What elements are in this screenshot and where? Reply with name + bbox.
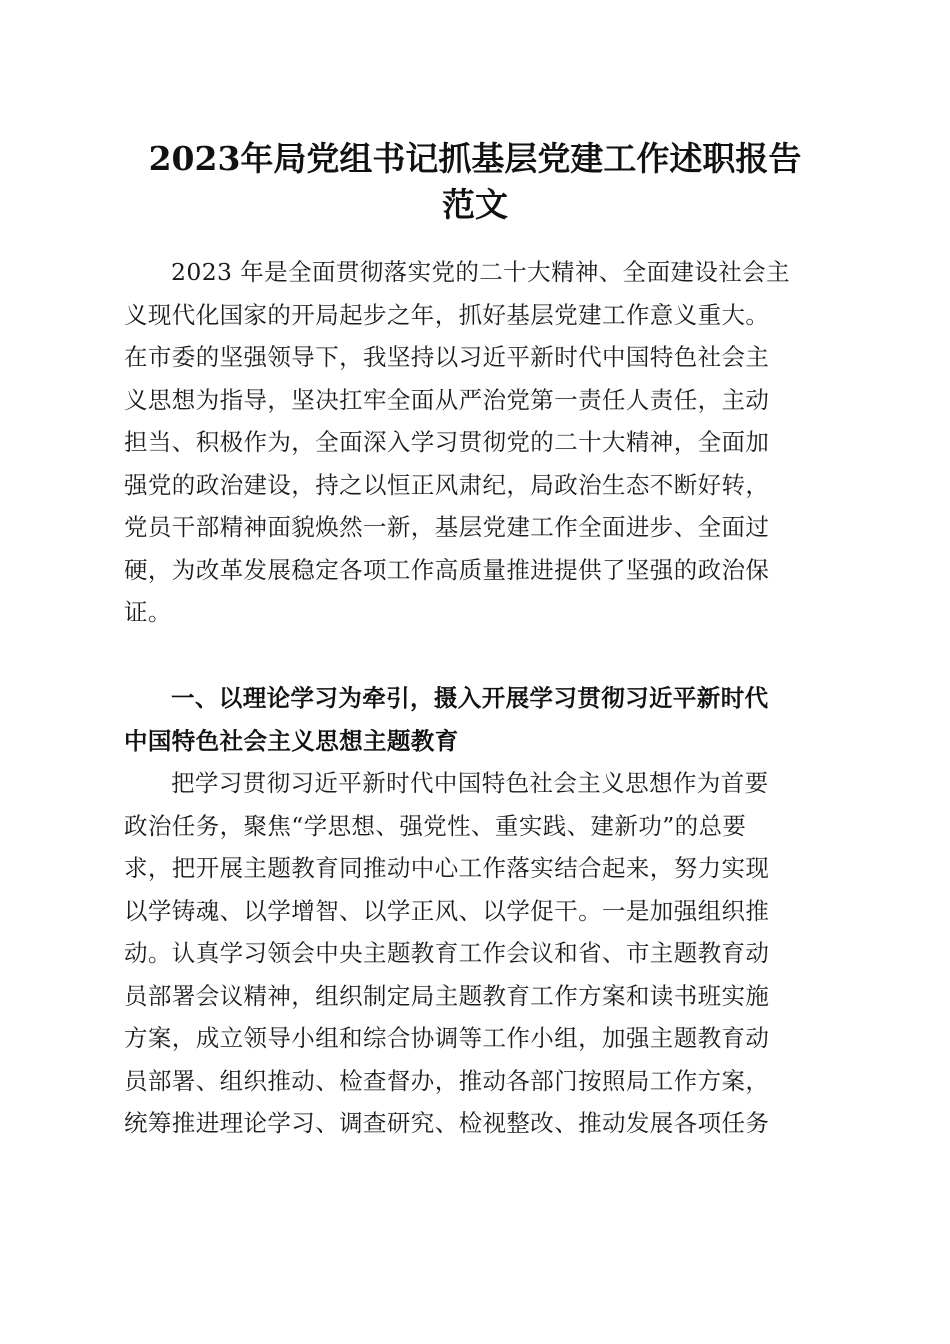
paragraph-line: 以学铸魂、以学增智、以学正风、以学促干。一是加强组织推 — [124, 896, 770, 925]
paragraph-line: 方案，成立领导小组和综合协调等工作小组，加强主题教育动 — [124, 1024, 770, 1052]
title-line-2: 范文 — [442, 185, 508, 224]
section-1-paragraph — [124, 762, 824, 1145]
paragraph-line: 统筹推进理论学习、调查研究、检视整改、推动发展各项任务 — [124, 1109, 770, 1137]
paragraph-line: 把学习贯彻习近平新时代中国特色社会主义思想作为首要 — [171, 769, 769, 797]
paragraph-line: 强党的政治建设，持之以恒正风肃纪，局政治生态不断好转， — [124, 470, 770, 499]
document-title — [120, 136, 830, 228]
paragraph-line: 政治任务，聚焦“学思想、强党性、重实践、建新功”的总要 — [124, 811, 747, 840]
paragraph-line: 2023 年是全面贯彻落实党的二十大精神、全面建设社会主 — [171, 258, 790, 286]
paragraph-line: 动。认真学习领会中央主题教育工作会议和省、市主题教育动 — [124, 939, 770, 967]
title-line-1: 2023年局党组书记抓基层党建工作述职报告 — [148, 139, 802, 178]
heading-line: 中国特色社会主义思想主题教育 — [124, 726, 459, 755]
paragraph-line: 硬，为改革发展稳定各项工作高质量推进提供了坚强的政治保 — [124, 555, 770, 584]
section-heading-1 — [124, 677, 824, 762]
heading-line: 一、以理论学习为牵引，摄入开展学习贯彻习近平新时代 — [171, 684, 769, 712]
paragraph-line: 担当、积极作为，全面深入学习贯彻党的二十大精神，全面加 — [124, 428, 770, 456]
paragraph-line: 员部署、组织推动、检查督办，推动各部门按照局工作方案， — [124, 1066, 770, 1095]
paragraph-line: 在市委的坚强领导下，我坚持以习近平新时代中国特色社会主 — [124, 343, 770, 371]
paragraph-line: 员部署会议精神，组织制定局主题教育工作方案和读书班实施 — [124, 981, 770, 1010]
intro-paragraph — [124, 251, 824, 634]
paragraph-line: 党员干部精神面貌焕然一新，基层党建工作全面进步、全面过 — [124, 513, 770, 541]
paragraph-line: 义现代化国家的开局起步之年，抓好基层党建工作意义重大。 — [124, 300, 770, 329]
paragraph-line: 义思想为指导，坚决扛牢全面从严治党第一责任人责任，主动 — [124, 385, 770, 414]
paragraph-line: 求，把开展主题教育同推动中心工作落实结合起来，努力实现 — [124, 854, 770, 882]
paragraph-line: 证。 — [124, 598, 172, 626]
